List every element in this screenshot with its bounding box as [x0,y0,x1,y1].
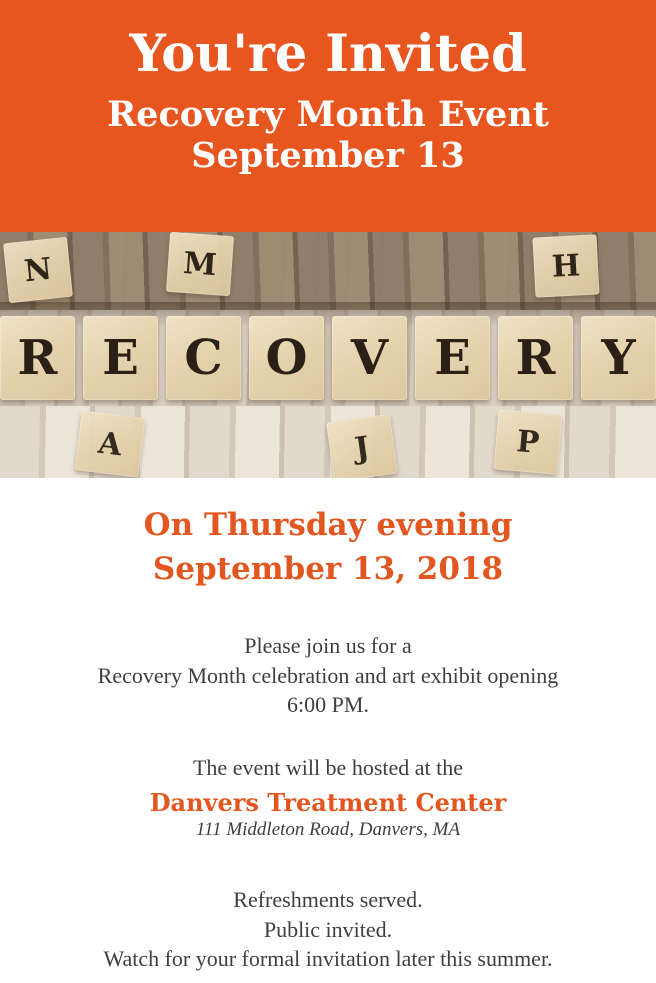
invite-time: 6:00 PM. [287,691,369,717]
footer-notes [24,885,632,973]
invite-line-1: Please join us for a [244,633,412,659]
event-date-block [24,506,632,589]
event-full-date: September 13, 2018 [152,550,504,587]
recovery-tiles-photo [0,232,656,478]
scatter-tile: A [75,410,146,477]
invite-line-2: Recovery Month celebration and art exhibit opening [97,662,559,688]
event-day-line: On Thursday evening [143,506,513,543]
scatter-tile: H [532,234,599,297]
letter-tile: R [0,316,75,400]
page-title: You're Invited [129,24,527,84]
scatter-tile: M [166,232,234,296]
footer-line-1: Refreshments served. [233,887,423,913]
flyer-body [0,478,656,983]
scatter-tile: J [326,414,398,478]
scatter-tile: P [494,409,563,474]
letter-tile: E [415,316,490,400]
footer-line-2: Public invited. [263,916,393,942]
host-intro: The event will be hosted at the [192,755,464,780]
event-name: Recovery Month Event [107,93,549,135]
letter-tile: E [83,316,158,400]
letter-tile: C [166,316,241,400]
flyer-header [0,0,656,232]
letter-tile: Y [581,316,656,400]
letter-tile: R [498,316,573,400]
letter-tile: O [249,316,324,400]
venue-block [24,753,632,841]
venue-address: 111 Middleton Road, Danvers, MA [195,819,461,841]
recovery-word-row [0,316,656,400]
invitation-details [24,631,632,719]
letter-tile: V [332,316,407,400]
footer-line-3: Watch for your formal invitation later this summer. [103,945,553,971]
scatter-tile: N [3,237,73,303]
event-date-short: September 13 [191,134,465,176]
venue-name: Danvers Treatment Center [149,788,507,818]
